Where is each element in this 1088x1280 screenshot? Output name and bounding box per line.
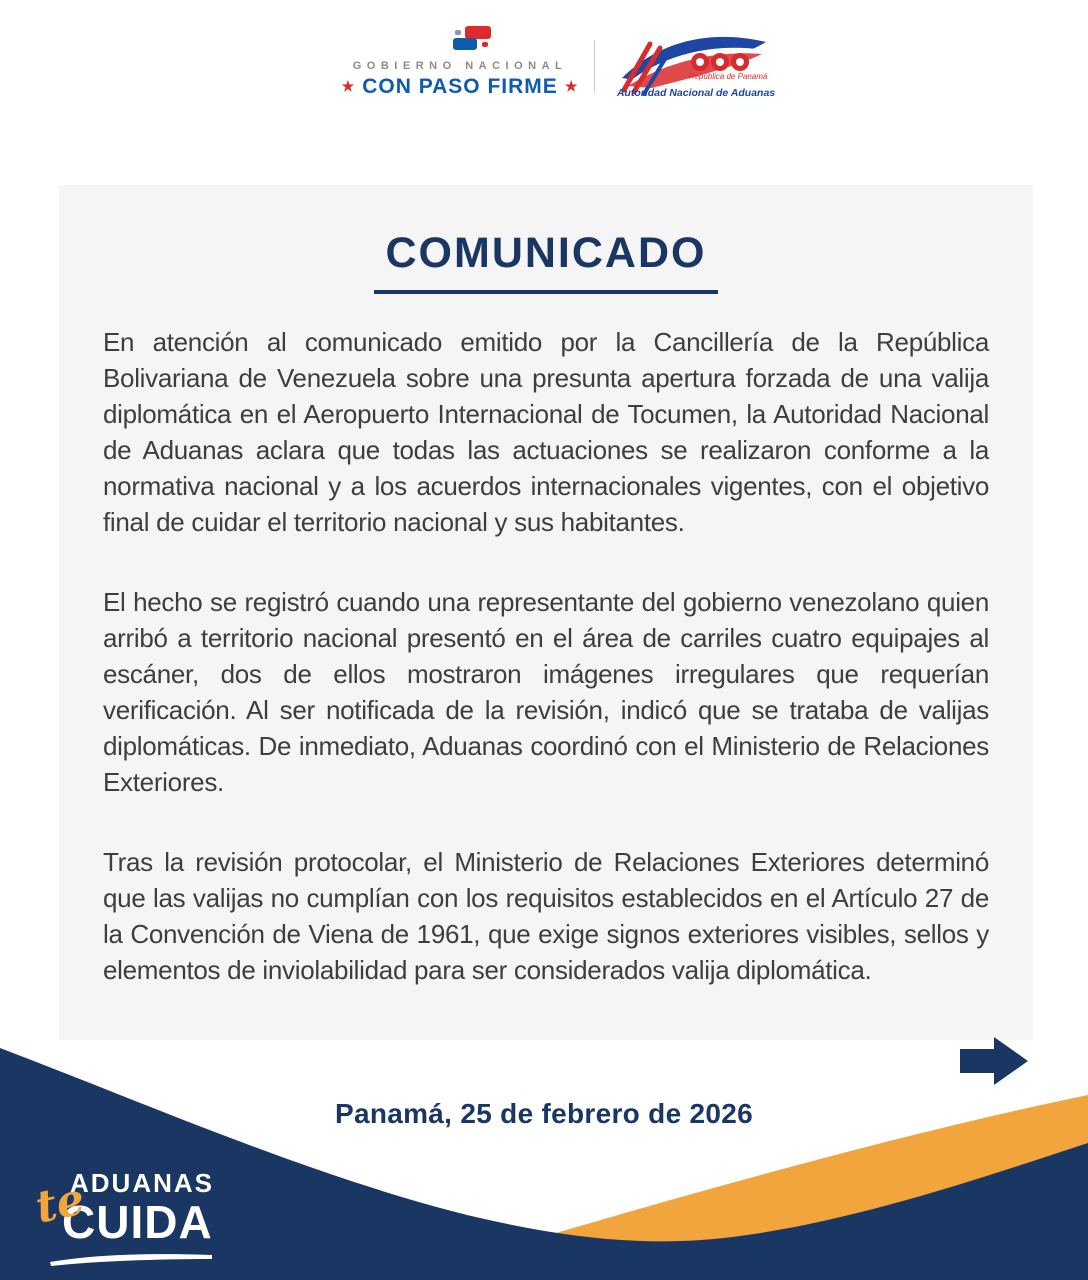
aduanas-authority-logo: [616, 26, 776, 104]
communique-body: [59, 324, 1033, 988]
panama-flag-icon: [451, 26, 497, 56]
government-logo: [330, 26, 590, 99]
brand-word-aduanas: ADUANAS: [70, 1168, 214, 1198]
paragraph-3: Tras la revisión protocolar, el Ministerio de Relaciones Exteriores determinó que las valijas no cumplían con los requisitos establecidos en el Artículo 27 de la Convención de Viena de 1961, que exige signos exteriores visibles, sellos y elementos de inviolabilidad para ser considerados valija diplomática.: [103, 847, 989, 985]
flag-blue-block: [453, 38, 477, 50]
aduanas-logo-graphic: [616, 26, 776, 104]
aduanas-te-cuida-brand: [31, 1168, 220, 1267]
paragraph-2: El hecho se registró cuando una representante del gobierno venezolano quien arribó a territorio nacional presentó en el área de carriles cuatro equipajes al escáner, dos de ellos mostraron imágenes irregulares que requerían verificación. Al ser notificada de la revisión, indicó que se trataba de valijas diplomáticas. De inmediato, Aduanas coordinó con el Ministerio de Relaciones Exteriores.: [103, 587, 989, 797]
aduanas-logo-country: República de Panamá: [688, 72, 768, 81]
brand-word-te: te: [31, 1173, 90, 1234]
page-title-text: COMUNICADO: [374, 229, 719, 294]
government-motto: CON PASO FIRME: [362, 75, 558, 98]
aduanas-logo-name: Autoridad Nacional de Aduanas: [616, 87, 776, 99]
government-logo-bottom-line: [330, 75, 590, 99]
page-title: [59, 229, 1033, 294]
communique-panel: [59, 185, 1033, 1040]
brand-word-cuida: CUIDA: [62, 1196, 213, 1248]
flag-dot: [455, 30, 461, 35]
star-icon: ★: [564, 78, 579, 94]
brand-underline-swoosh: [46, 1251, 216, 1267]
date-line: Panamá, 25 de febrero de 2026: [334, 1098, 754, 1129]
logo-divider: [594, 40, 595, 92]
flag-dot: [482, 42, 488, 47]
government-logo-top-line: GOBIERNO NACIONAL: [352, 60, 568, 72]
paragraph-1: En atención al comunicado emitido por la Cancillería de la República Bolivariana de Venezuela sobre una presunta apertura forzada de una valija diplomática en el Aeropuerto Internacional de Tocumen, la Autoridad Nacional de Aduanas aclara que todas las actuaciones se realizaron conforme a la normativa nacional y a los acuerdos internacionales vigentes, con el objetivo final de cuidar el territorio nacional y sus habitantes.: [103, 327, 989, 537]
star-icon: ★: [341, 78, 356, 94]
